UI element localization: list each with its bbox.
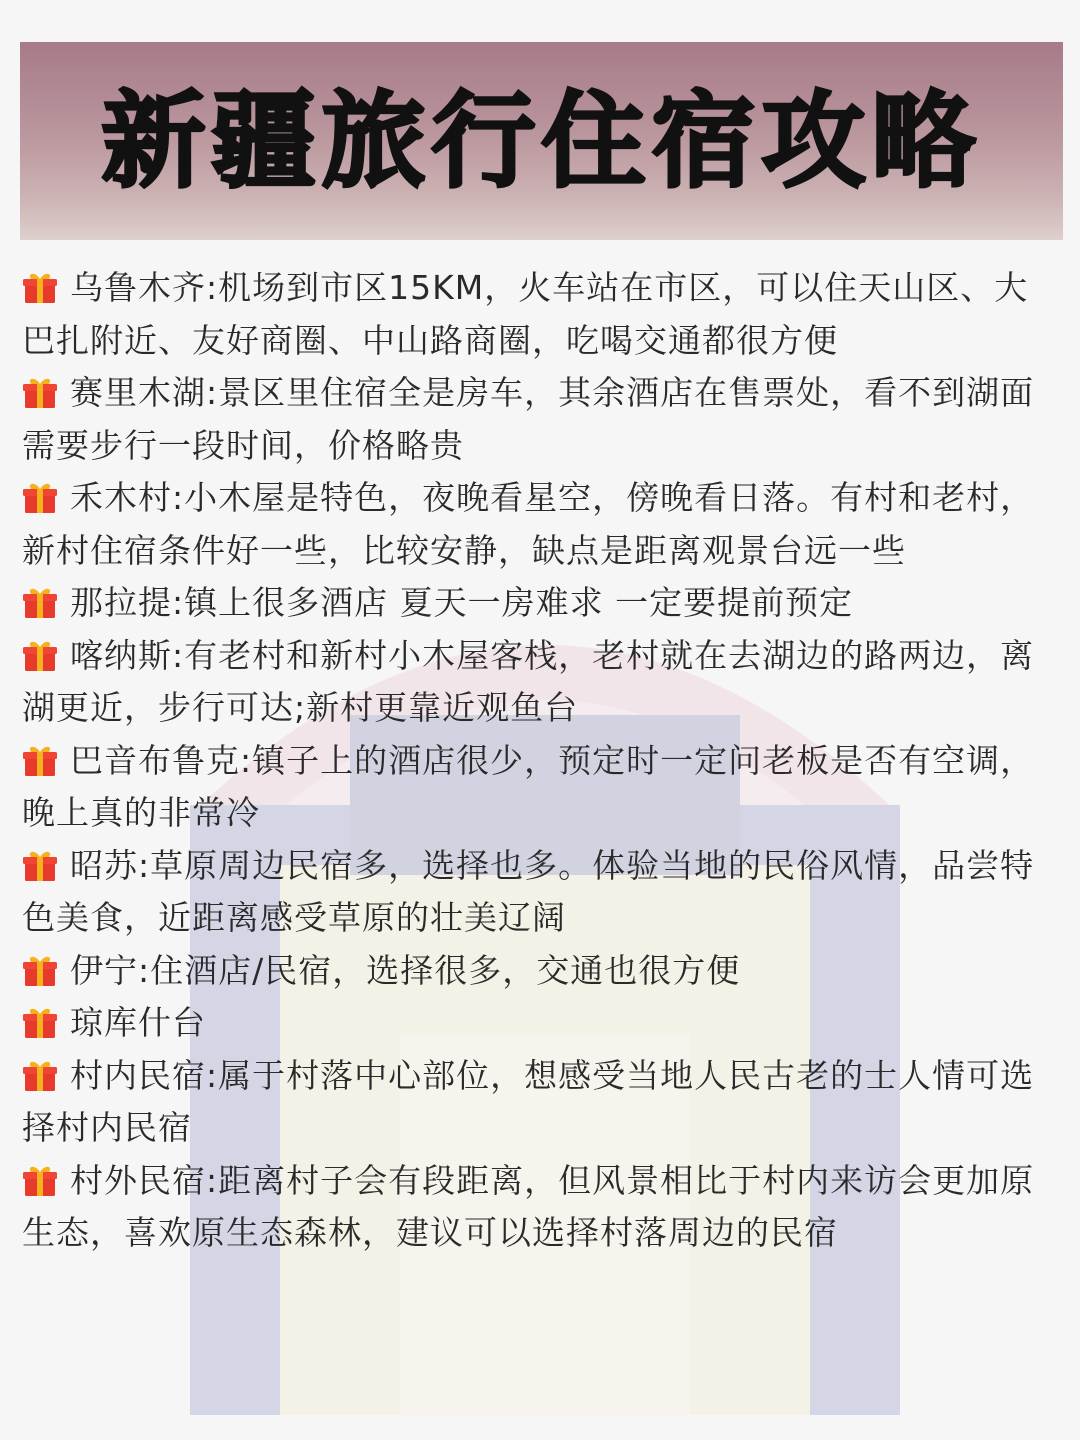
list-item [22, 630, 1052, 735]
entry-description: 有老村和新村小木屋客栈，老村就在去湖边的路两边，离湖更近，步行可达;新村更靠近观鱼台 [22, 635, 1035, 727]
entry-separator: : [172, 635, 185, 675]
gift-icon [22, 635, 58, 669]
entry-separator: : [206, 268, 219, 307]
gift-icon [22, 1160, 58, 1194]
list-item [22, 1155, 1052, 1260]
entry-list [22, 262, 1052, 1260]
gift-icon [22, 582, 58, 616]
entry-name: 昭苏 [70, 845, 138, 885]
entry-name: 琼库什台 [70, 1003, 206, 1042]
list-item [22, 735, 1052, 840]
list-item [22, 840, 1052, 945]
entry-description: 镇上很多酒店 夏天一房难求 一定要提前预定 [184, 583, 854, 622]
entry-separator: : [240, 740, 253, 780]
entry-name: 乌鲁木齐 [70, 268, 206, 307]
entry-name: 巴音布鲁克 [70, 740, 240, 780]
entry-separator: : [206, 1055, 219, 1095]
entry-description: 景区里住宿全是房车，其余酒店在售票处，看不到湖面需要步行一段时间，价格略贵 [22, 373, 1035, 465]
entry-separator: : [172, 583, 185, 622]
gift-icon [22, 845, 58, 879]
entry-description: 住酒店/民宿，选择很多，交通也很方便 [150, 950, 741, 990]
gift-icon [22, 950, 58, 984]
entry-separator: : [138, 950, 151, 990]
gift-icon [22, 267, 58, 301]
list-item [22, 577, 1052, 630]
entry-name: 村外民宿 [70, 1160, 206, 1200]
entry-separator: : [138, 845, 151, 885]
list-item [22, 1050, 1052, 1155]
gift-icon [22, 1055, 58, 1089]
entry-name: 伊宁 [70, 950, 138, 990]
entry-description: 镇子上的酒店很少，预定时一定问老板是否有空调，晚上真的非常冷 [22, 740, 1035, 832]
list-item [22, 262, 1052, 367]
list-item [22, 997, 1052, 1050]
entry-description: 机场到市区15KM，火车站在市区，可以住天山区、大巴扎附近、友好商圈、中山路商圈，吃喝交通都很方便 [22, 268, 1029, 360]
entry-separator: : [172, 478, 185, 517]
entry-description: 距离村子会有段距离，但风景相比于村内来访会更加原生态，喜欢原生态森林，建议可以选择村落周边的民宿 [22, 1160, 1035, 1252]
entry-description: 属于村落中心部位，想感受当地人民古老的士人情可选择村内民宿 [22, 1055, 1035, 1147]
gift-icon [22, 1002, 58, 1036]
entry-name: 喀纳斯 [70, 635, 172, 675]
entry-name: 村内民宿 [70, 1055, 206, 1095]
title-banner [20, 42, 1063, 240]
entry-description: 小木屋是特色，夜晚看星空，傍晚看日落。有村和老村，新村住宿条件好一些，比较安静，缺点是距离观景台远一些 [22, 478, 1035, 570]
entry-name: 赛里木湖 [70, 373, 206, 412]
list-item [22, 367, 1052, 472]
entry-name: 禾木村 [70, 478, 172, 517]
page-title: 新疆旅行住宿攻略 [101, 80, 982, 202]
gift-icon [22, 740, 58, 774]
entry-name: 那拉提 [70, 583, 172, 622]
list-item [22, 945, 1052, 998]
entry-separator: : [206, 1160, 219, 1200]
list-item [22, 472, 1052, 577]
entry-separator: : [206, 373, 219, 412]
gift-icon [22, 372, 58, 406]
gift-icon [22, 477, 58, 511]
entry-description: 草原周边民宿多，选择也多。体验当地的民俗风情，品尝特色美食，近距离感受草原的壮美辽阔 [22, 845, 1035, 937]
